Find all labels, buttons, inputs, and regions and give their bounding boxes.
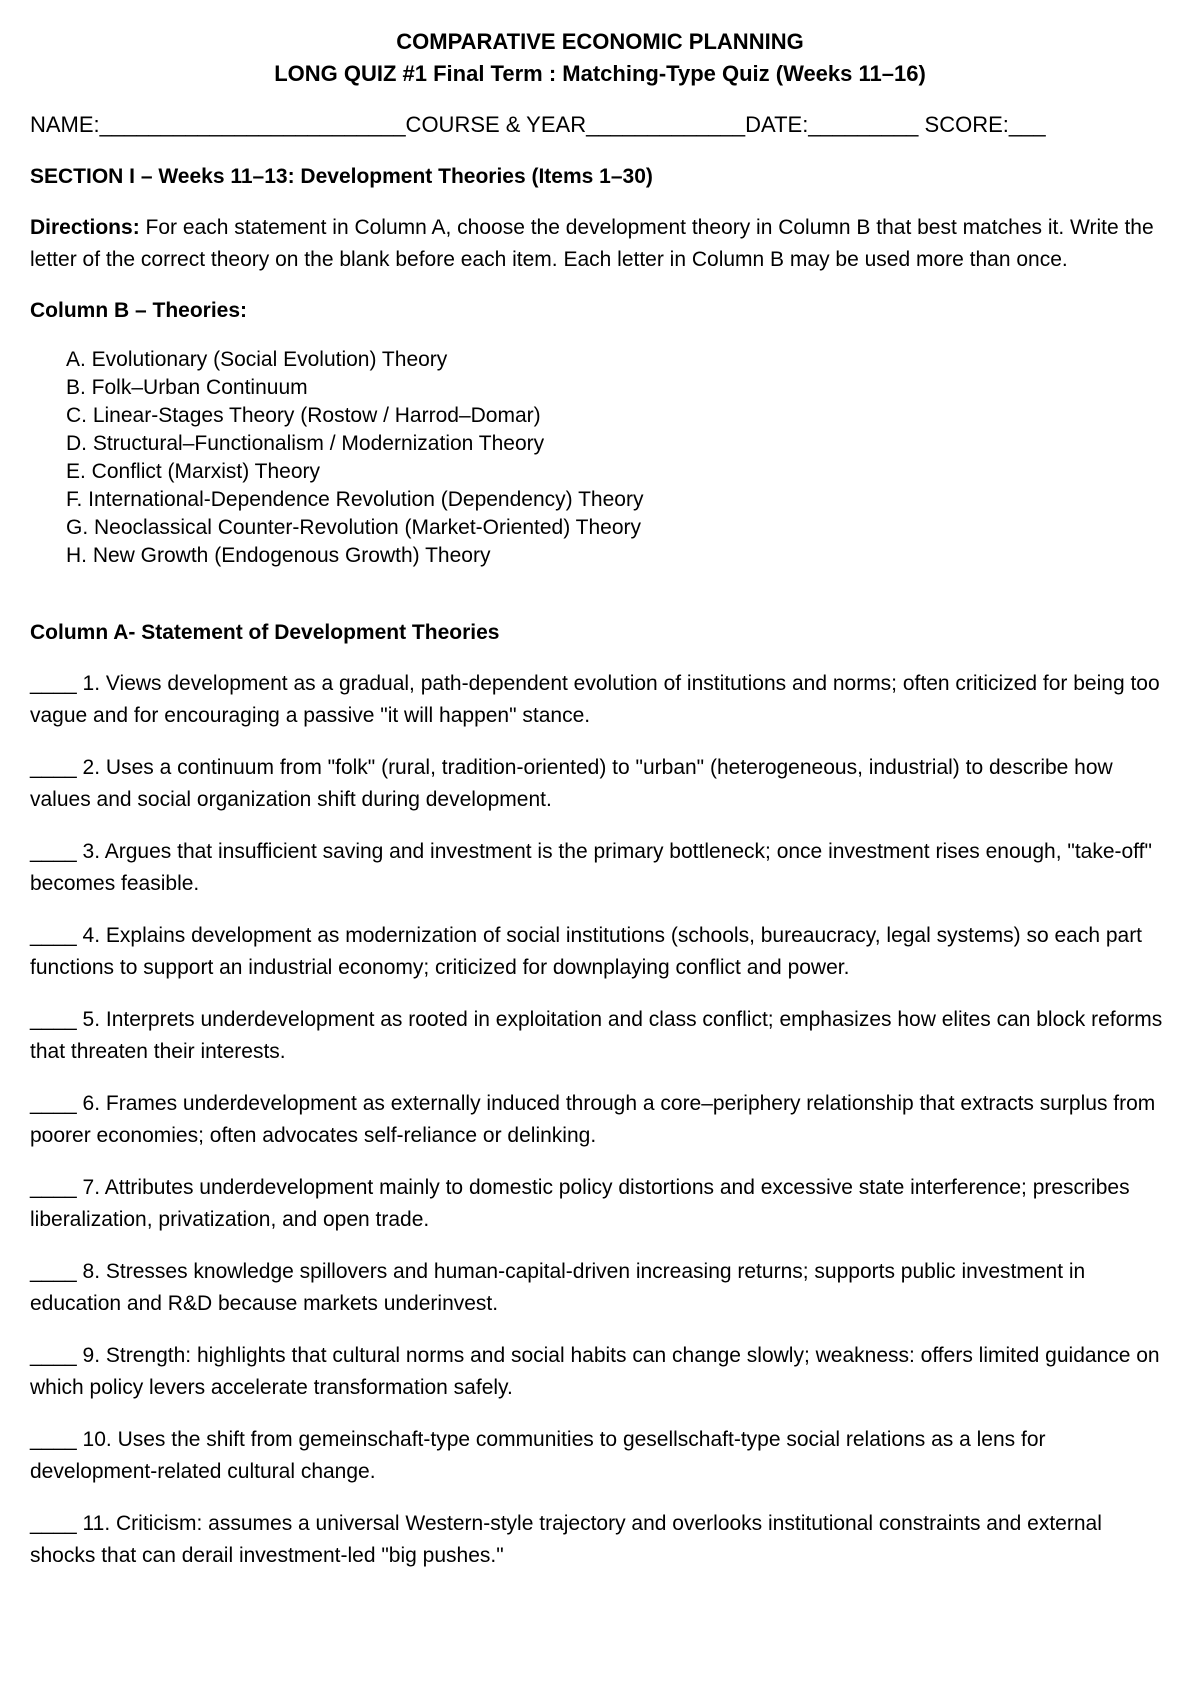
column-b-heading: Column B – Theories: — [30, 299, 248, 322]
theory-option: F. International-Dependence Revolution (Dependency) Theory — [66, 488, 644, 511]
section-heading: SECTION I – Weeks 11–13: Development Theories (Items 1–30) — [30, 165, 653, 188]
statement-item: ____ 6. Frames underdevelopment as externally induced through a core–periphery relationship that extracts surplus from poorer economies; often advocates self-reliance or delinking. — [30, 1092, 1156, 1147]
student-info-fields: NAME:_________________________COURSE & YEAR_____________DATE:_________ SCORE:___ — [30, 112, 1046, 137]
statement-item: ____ 10. Uses the shift from gemeinschaft-type communities to gesellschaft-type social relations as a lens for development-related cultural change. — [30, 1428, 1046, 1483]
directions-label: Directions: — [30, 216, 140, 239]
document-title — [30, 26, 1170, 90]
statement-item: ____ 3. Argues that insufficient saving and investment is the primary bottleneck; once investment rises enough, "take-off" becomes feasible. — [30, 840, 1152, 895]
statement-item: ____ 8. Stresses knowledge spillovers and human-capital-driven increasing returns; supports public investment in education and R&D because markets underinvest. — [30, 1260, 1086, 1315]
statement-item: ____ 5. Interprets underdevelopment as rooted in exploitation and class conflict; emphasizes how elites can block reforms that threaten their interests. — [30, 1008, 1163, 1063]
theory-options-list — [30, 346, 1170, 570]
statement-item: ____ 1. Views development as a gradual, path-dependent evolution of institutions and norms; often criticized for being too vague and for encouraging a passive "it will happen" stance. — [30, 672, 1160, 727]
statement-item: ____ 11. Criticism: assumes a universal Western-style trajectory and overlooks institutional constraints and external shocks that can derail investment-led "big pushes." — [30, 1512, 1102, 1567]
theory-option: G. Neoclassical Counter-Revolution (Market-Oriented) Theory — [66, 516, 641, 539]
theory-option: E. Conflict (Marxist) Theory — [66, 460, 320, 483]
statement-item: ____ 9. Strength: highlights that cultural norms and social habits can change slowly; weakness: offers limited guidance on which policy levers accelerate transformation safely. — [30, 1344, 1160, 1399]
theory-option: D. Structural–Functionalism / Modernization Theory — [66, 432, 545, 455]
statement-item: ____ 7. Attributes underdevelopment mainly to domestic policy distortions and excessive state interference; prescribes liberalization, privatization, and open trade. — [30, 1176, 1130, 1231]
theory-option: C. Linear-Stages Theory (Rostow / Harrod–Domar) — [66, 404, 541, 427]
course-title: COMPARATIVE ECONOMIC PLANNING — [396, 29, 804, 54]
theory-option: B. Folk–Urban Continuum — [66, 376, 308, 399]
statement-list — [30, 668, 1170, 1572]
directions — [30, 212, 1170, 276]
theory-option: H. New Growth (Endogenous Growth) Theory — [66, 544, 491, 567]
statement-item: ____ 4. Explains development as modernization of social institutions (schools, bureaucracy, legal systems) so each part functions to support an industrial economy; criticized for downplaying conflict and power. — [30, 924, 1143, 979]
quiz-title: LONG QUIZ #1 Final Term : Matching-Type Quiz (Weeks 11–16) — [274, 61, 926, 86]
theory-option: A. Evolutionary (Social Evolution) Theory — [66, 348, 448, 371]
statement-item: ____ 2. Uses a continuum from "folk" (rural, tradition-oriented) to "urban" (heterogeneous, industrial) to describe how values and social organization shift during development. — [30, 756, 1113, 811]
column-a-heading: Column A- Statement of Development Theories — [30, 621, 500, 644]
directions-text: For each statement in Column A, choose the development theory in Column B that best matches it. Write the letter of the correct theory on the blank before each item. Each letter in Column B may be used more than once. — [30, 216, 1154, 271]
